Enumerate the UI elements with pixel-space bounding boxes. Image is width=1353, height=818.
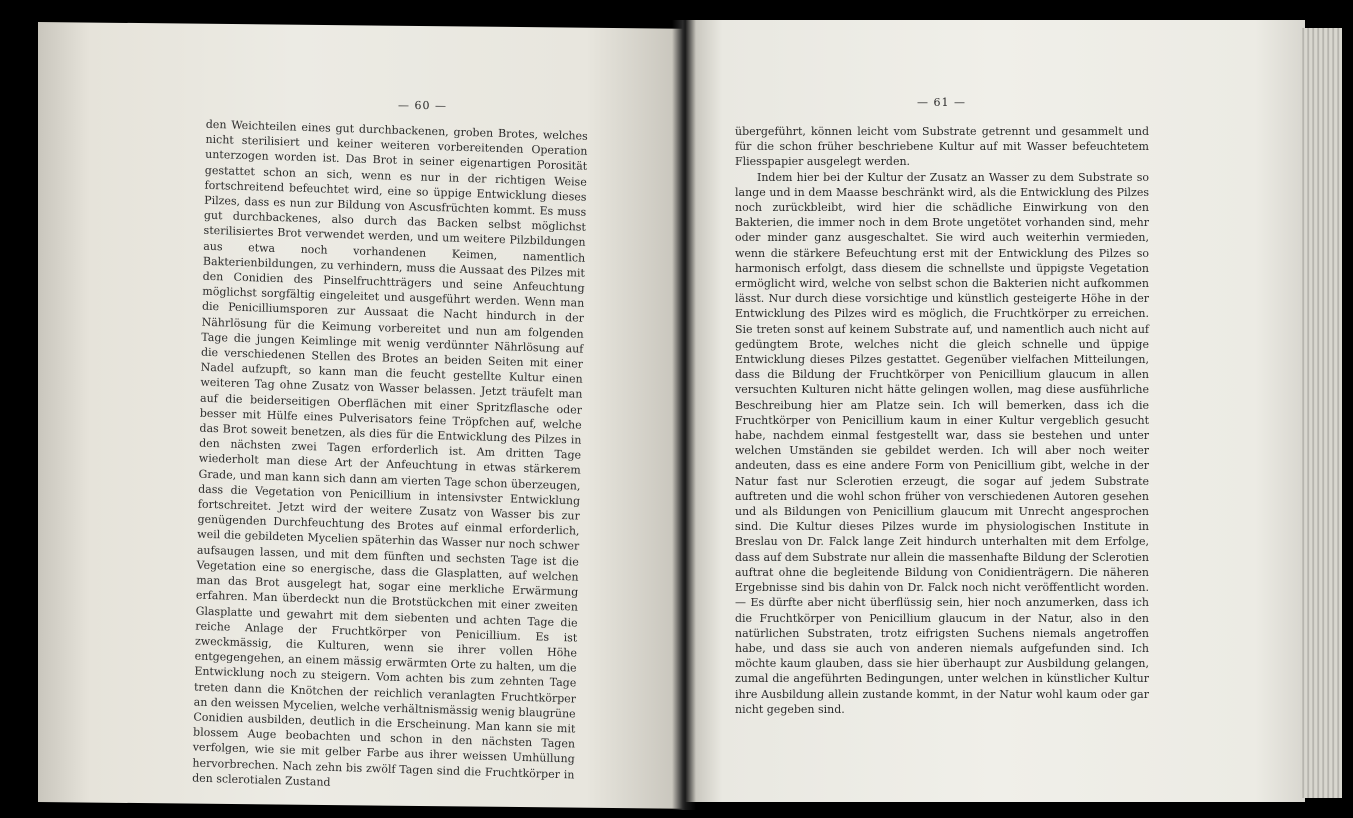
book-gutter [672, 20, 696, 810]
left-page-text [192, 117, 588, 798]
page-edges [1300, 28, 1342, 798]
page-number-left: — 60 — [398, 98, 447, 113]
paragraph: den Weichteilen eines gut durchbackenen, groben Brotes, welches nicht sterilisiert und keiner weiteren vorbereitenden Operation unterzogen worden ist. Das Brot in seiner eigenartigen Porosität gestattet schon an sich, wenn es nur in der richtigen Weise fortschreitend befeuchtet wird, eine so üppige Entwicklung dieses Pilzes, dass es nun zur Bildung von Ascusfrüchten kommt. Es muss gut durchbackenes, also durch das Backen selbst möglichst sterilisiertes Brot verwendet werden, und um weitere Pilzbildungen aus etwa noch vorhandenen Keimen, namentlich Bakterienbildungen, zu verhindern, muss die Aussaat des Pilzes mit den Conidien des Pinselfruchtträgers und seine Anfeuchtung möglichst sorgfältig eingeleitet und ausgeführt werden. Wenn man die Penicilliumsporen zur Aussaat die Nacht hindurch in der Nährlösung für die Keimung vorbereitet und nun am folgenden Tage die jungen Keimlinge mit wenig verdünnter Nährlösung auf die verschiedenen Stellen des Brotes an beiden Seiten mit einer Nadel aufzupft, so kann man die feucht gestellte Kultur einen weiteren Tag ohne Zusatz von Wasser belassen. Jetzt träufelt man auf die beiderseitigen Oberflächen mit einer Spritzflasche oder besser mit Hülfe eines Pulverisators feine Tröpfchen auf, welche das Brot soweit benetzen, als dies für die Entwicklung des Pilzes in den nächsten zwei Tagen erforderlich ist. Am dritten Tage wiederholt man diese Art der Anfeuchtung in etwas stärkerem Grade, und man kann sich dann am vierten Tage schon überzeugen, dass die Vegetation von Penicillium in intensivster Entwicklung fortschreitet. Jetzt wird der weitere Zusatz von Wasser bis zur genügenden Durchfeuchtung des Brotes auf einmal erforderlich, weil die gebildeten Mycelien späterhin das Wasser nur noch schwer aufsaugen lassen, und mit dem fünften und sechsten Tage ist die Vegetation eine so energische, dass die Glasplatten, auf welchen man das Brot ausgelegt hat, sogar eine merkliche Erwärmung erfahren. Man überdeckt nun die Brotstückchen mit einer zweiten Glasplatte und gewahrt mit dem siebenten und achten Tage die reiche Anlage der Fruchtkörper von Penicillium. Es ist zweckmässig, die Kulturen, wenn sie ihrer vollen Höhe entgegengehen, an einem mässig erwärmten Orte zu halten, um die Entwicklung noch zu steigern. Vom achten bis zum zehnten Tage treten dann die Knötchen der reichlich veranlagten Fruchtkörper an den weissen Mycelien, welche verhältnismässig wenig blaugrüne Conidien ausbilden, deutlich in die Erscheinung. Man kann sie mit blossem Auge beobachten und schon in den nächsten Tagen verfolgen, wie sie mit gelber Farbe aus ihrer weissen Umhüllung hervorbrechen. Nach zehn bis zwölf Tagen sind die Fruchtkörper in den sclerotialen Zustand [192, 117, 588, 789]
page-number-right: — 61 — [917, 96, 966, 109]
right-page [685, 20, 1305, 802]
paragraph: Indem hier bei der Kultur der Zusatz an Wasser zu dem Substrate so lange und in dem Maasse beschränkt wird, als die Entwicklung des Pilzes noch zurückbleibt, wird hier die schädliche Einwirkung von den Bakterien, die immer noch in dem Brote ungetötet vorhanden sind, mehr oder minder ganz ausgeschaltet. Sie wird auch weiterhin vermieden, wenn die stärkere Befeuchtung erst mit der Entwicklung des Pilzes so harmonisch erfolgt, dass diesem die schnellste und üppigste Vegetation ermöglicht wird, welche von selbst schon die Bakterien nicht aufkommen lässt. Nur durch diese vorsichtige und künstlich gesteigerte Höhe in der Entwicklung des Pilzes wird es möglich, die Fruchtkörper zu erreichen. Sie treten sonst auf keinem Substrate auf, und namentlich auch nicht auf gedüngtem Brote, welches nicht die gleich schnelle und üppige Entwicklung dieses Pilzes gestattet. Gegenüber vielfachen Mitteilungen, dass die Bildung der Fruchtkörper von Penicillium glaucum in allen versuchten Kulturen nicht hätte gelingen wollen, mag diese ausführliche Beschreibung hier am Platze sein. Ich will bemerken, dass ich die Fruchtkörper von Penicillium kaum in einer Kultur vergeblich gesucht habe, nachdem einmal festgestellt war, dass sie bestehen und unter welchen Umständen sie gebildet werden. Ich will aber noch weiter andeuten, dass es eine andere Form von Penicillium gibt, welche in der Natur fast nur Sclerotien erzeugt, die sogar auf jedem Substrate auftreten und die wohl schon früher von verschiedenen Autoren gesehen und als Bildungen von Penicillium glaucum mit Unrecht angesprochen sind. Die Kultur dieses Pilzes wurde im physiologischen Institute in Breslau von Dr. Falck lange Zeit hindurch unterhalten mit dem Erfolge, dass auf dem Substrate nur allein die massenhafte Bildung der Sclerotien auftrat ohne die begleitende Bildung von Conidienträgern. Die näheren Ergebnisse sind bis dahin von Dr. Falck noch nicht veröffentlicht worden. — Es dürfte aber nicht überflüssig sein, hier noch anzumerken, dass ich die Fruchtkörper von Penicillium glaucum in der Natur, also in den natürlichen Substraten, trotz eifrigsten Suchens niemals angetroffen habe, und dass sie auch von anderen niemals aufgefunden sind. Ich möchte kaum glauben, dass sie hier überhaupt zur Ausbildung gelangen, zumal die angeführten Bedingungen, unter welchen in künstlicher Kultur ihre Ausbildung allein zustande kommt, in der Natur wohl kaum oder gar nicht gegeben sind. [735, 170, 1149, 716]
paragraph: übergeführt, können leicht vom Substrate getrennt und gesammelt und für die schon früher beschriebene Kultur auf mit Wasser befeuchtetem Fliesspapier ausgelegt werden. [735, 125, 1149, 169]
left-page [38, 22, 683, 809]
right-page-text [735, 124, 1149, 717]
